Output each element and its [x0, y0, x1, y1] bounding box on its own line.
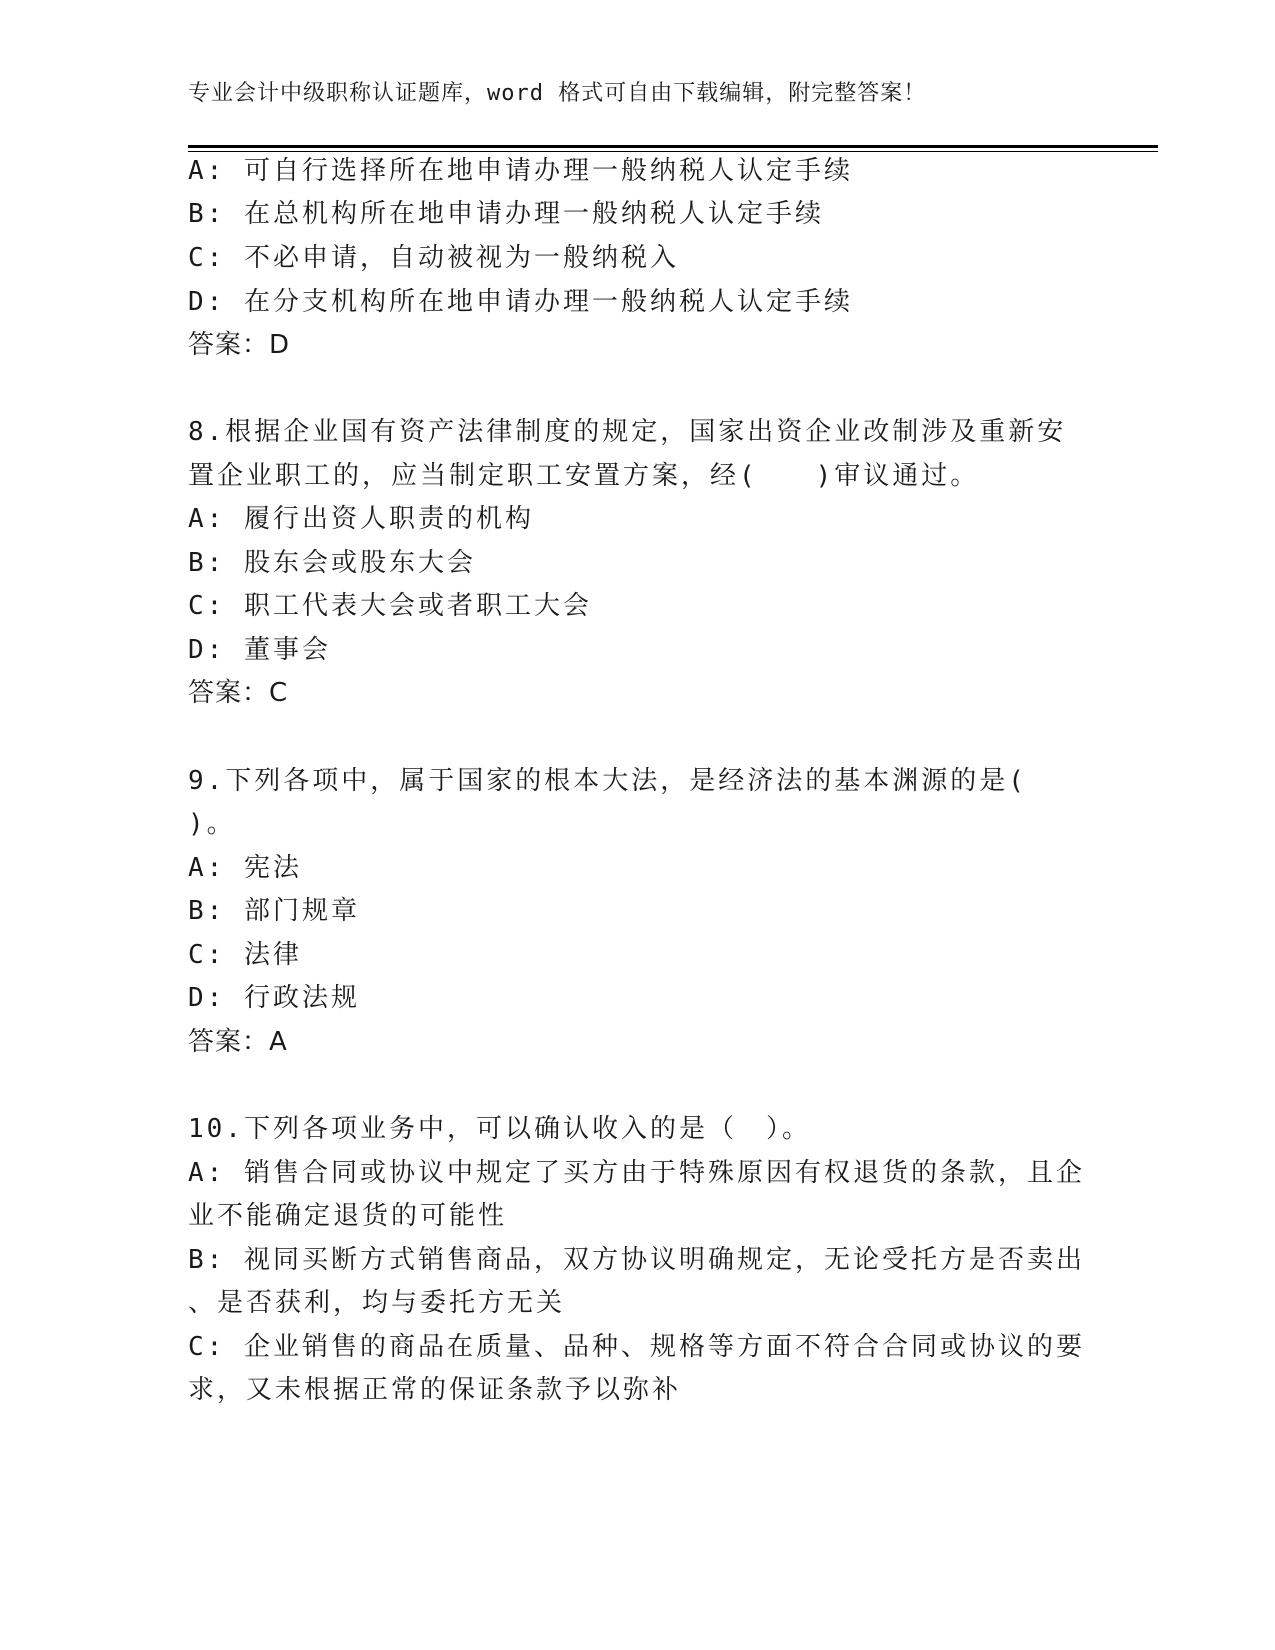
q8-stem-line-2: 置企业职工的，应当制定职工安置方案，经( )审议通过。	[188, 461, 980, 491]
q8-answer: 答案：C	[188, 678, 289, 708]
q8-stem-line-1: 8.根据企业国有资产法律制度的规定，国家出资企业改制涉及重新安	[188, 417, 1067, 447]
q9-option-b: B: 部门规章	[188, 896, 360, 926]
q10-option-b-line-1: B: 视同买断方式销售商品，双方协议明确规定，无论受托方是否卖出	[188, 1245, 1085, 1275]
q9-option-a: A: 宪法	[188, 853, 302, 883]
q7-answer: 答案：D	[188, 330, 291, 360]
q7-option-d: D: 在分支机构所在地申请办理一般纳税人认定手续	[188, 287, 853, 317]
q8-option-c: C: 职工代表大会或者职工大会	[188, 591, 592, 621]
q9-stem-line-1: 9.下列各项中，属于国家的根本大法，是经济法的基本渊源的是(	[188, 766, 1027, 796]
q9-option-c: C: 法律	[188, 940, 302, 970]
q10-stem-line-1: 10.下列各项业务中，可以确认收入的是（ ）。	[188, 1114, 811, 1144]
q10-option-b-line-2: 、是否获利，均与委托方无关	[188, 1288, 566, 1318]
q8-option-d: D: 董事会	[188, 635, 331, 665]
q10-option-a-line-2: 业不能确定退货的可能性	[188, 1201, 508, 1231]
q9-option-d: D: 行政法规	[188, 983, 360, 1013]
header-rule-thick	[188, 145, 1158, 148]
header-rule-thin	[188, 151, 1158, 152]
q10-option-c-line-1: C: 企业销售的商品在质量、品种、规格等方面不符合合同或协议的要	[188, 1332, 1085, 1362]
q7-option-b: B: 在总机构所在地申请办理一般纳税人认定手续	[188, 199, 824, 229]
q10-option-c-line-2: 求，又未根据正常的保证条款予以弥补	[188, 1375, 682, 1405]
page-header: 专业会计中级职称认证题库，word 格式可自由下载编辑，附完整答案！	[188, 81, 927, 106]
q8-option-b: B: 股东会或股东大会	[188, 548, 476, 578]
q8-option-a: A: 履行出资人职责的机构	[188, 504, 534, 534]
q7-option-a: A: 可自行选择所在地申请办理一般纳税人认定手续	[188, 156, 853, 186]
q10-option-a-line-1: A: 销售合同或协议中规定了买方由于特殊原因有权退货的条款，且企	[188, 1158, 1085, 1188]
q9-stem-line-2: )。	[188, 809, 236, 839]
q9-answer: 答案：A	[188, 1027, 288, 1057]
q7-option-c: C: 不必申请，自动被视为一般纳税入	[188, 243, 679, 273]
